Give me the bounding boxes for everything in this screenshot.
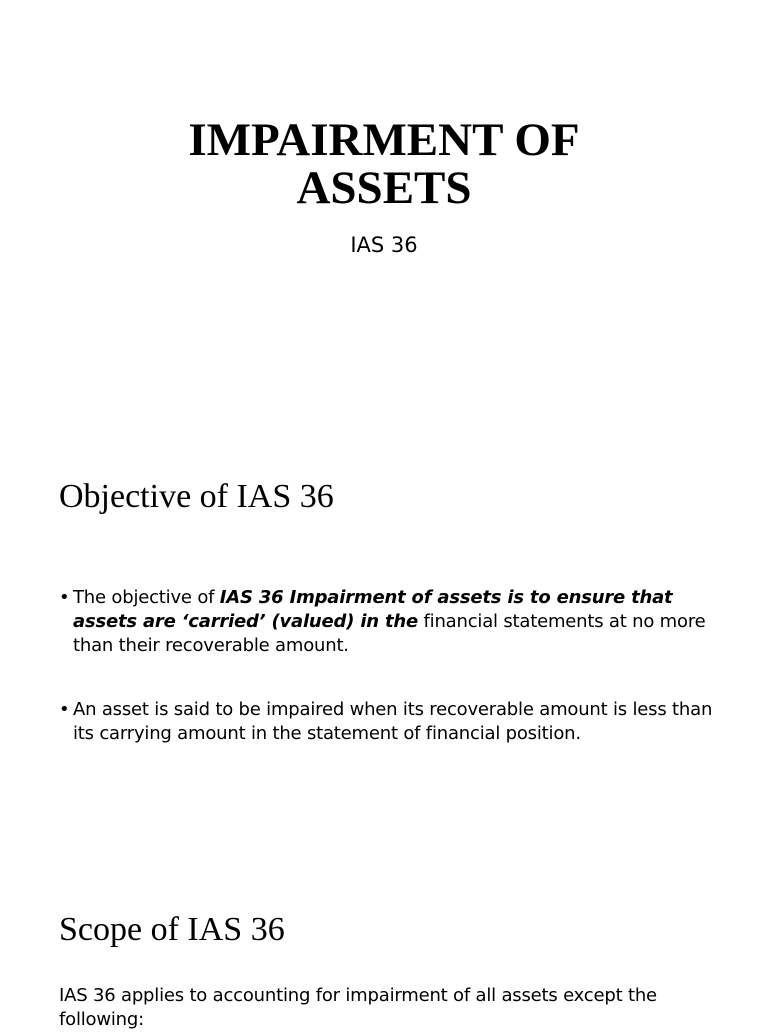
scope-heading: Scope of IAS 36 bbox=[59, 911, 285, 948]
slide-title-line-2: ASSETS bbox=[296, 162, 472, 214]
objective-slide bbox=[0, 440, 768, 880]
scope-paragraph: IAS 36 applies to accounting for impairment of all assets except the following: bbox=[59, 985, 657, 1030]
bullet-marker: • bbox=[59, 699, 70, 720]
bullet-text-prefix: The objective of bbox=[73, 587, 220, 608]
bullet-marker: • bbox=[59, 587, 70, 608]
slide-title-line-1: IMPAIRMENT OF bbox=[188, 114, 580, 166]
objective-heading: Objective of IAS 36 bbox=[59, 478, 334, 515]
scope-slide bbox=[0, 880, 768, 1030]
bullet-item bbox=[59, 698, 719, 746]
bullet-text-emphasis: IAS 36 Impairment of assets is to ensure that assets are ‘carried’ (valued) in the bbox=[73, 587, 673, 632]
bullet-item bbox=[59, 586, 719, 658]
bullet-text: An asset is said to be impaired when its recoverable amount is less than its carrying amount in the statement of financial position. bbox=[73, 699, 713, 744]
title-slide bbox=[0, 0, 768, 440]
slide-title bbox=[0, 116, 768, 212]
bullet-text-suffix: financial statements at no more than their recoverable amount. bbox=[73, 611, 706, 656]
slide-subtitle: IAS 36 bbox=[350, 233, 418, 257]
